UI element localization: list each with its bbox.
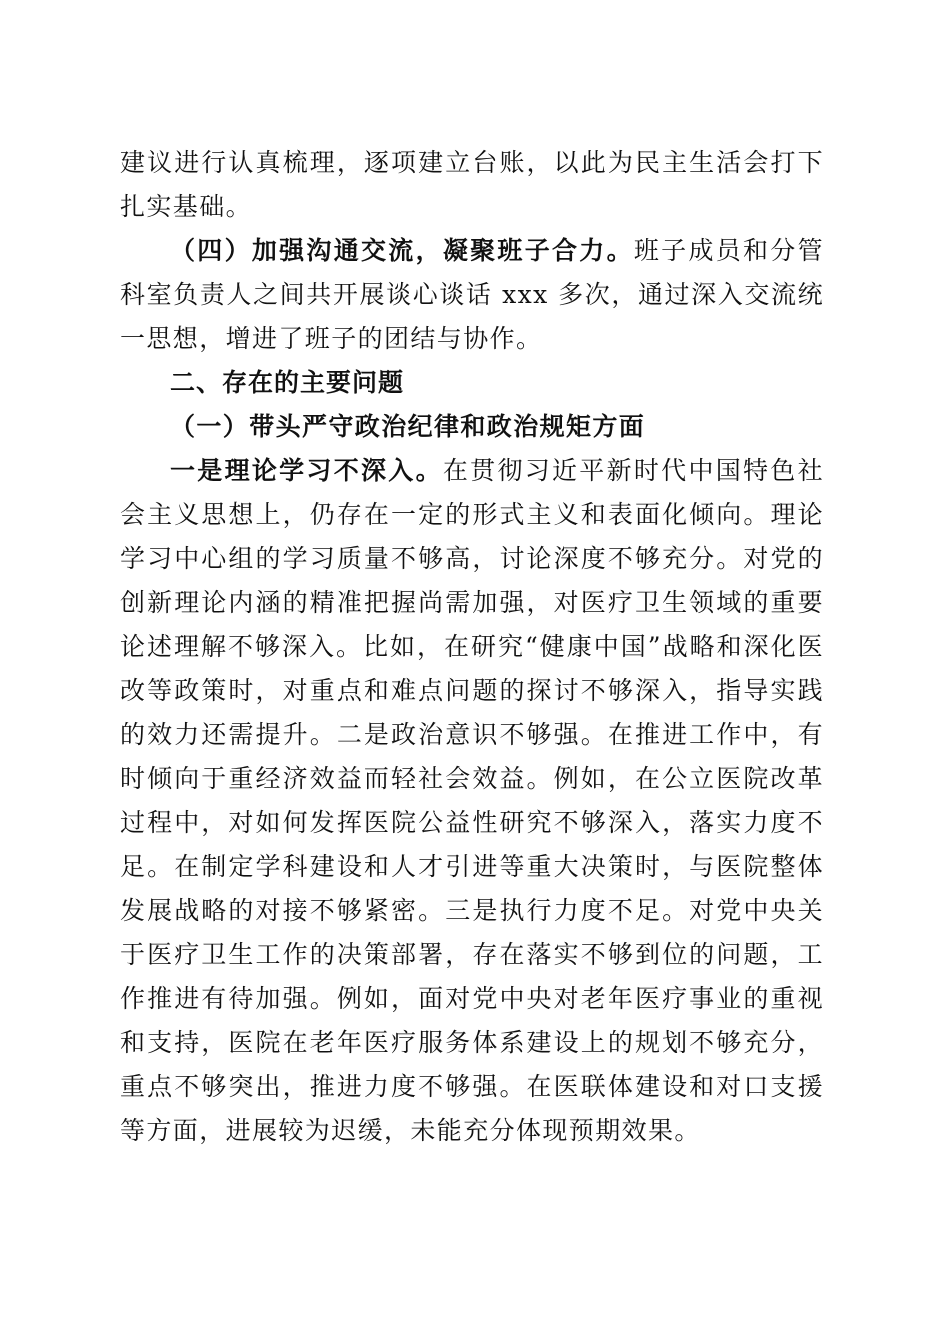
sub-heading: （一）带头严守政治纪律和政治规矩方面 — [170, 412, 646, 441]
paragraph-text: 班子成员和分管科室负责人之间共开展谈心谈话 xxx 多次，通过深入交流统一思想，增进了班子的团结与协作。 — [120, 236, 824, 353]
paragraph-continuation: 建议进行认真梳理，逐项建立台账，以此为民主生活会打下扎实基础。 — [120, 148, 824, 221]
paragraph-problems — [120, 449, 824, 1153]
paragraph-lead: 一是理论学习不深入。 — [170, 456, 443, 485]
section-heading: 二、存在的主要问题 — [170, 368, 405, 397]
document-body — [120, 141, 824, 1153]
paragraph-communication — [120, 229, 824, 361]
paragraph-text: 在贯彻习近平新时代中国特色社会主义思想上，仍存在一定的形式主义和表面化倾向。理论学习中心组的学习质量不够高，讨论深度不够充分。对党的创新理论内涵的精准把握尚需加强，对医疗卫生领域的重要论述理解不够深入。比如，在研究“健康中国”战略和深化医改等政策时，对重点和难点问题的探讨不够深入，指导实践的效力还需提升。二是政治意识不够强。在推进工作中，有时倾向于重经济效益而轻社会效益。例如，在公立医院改革过程中，对如何发挥医院公益性研究不够深入，落实力度不足。在制定学科建设和人才引进等重大决策时，与医院整体发展战略的对接不够紧密。三是执行力度不足。对党中央关于医疗卫生工作的决策部署，存在落实不够到位的问题，工作推进有待加强。例如，面对党中央对老年医疗事业的重视和支持，医院在老年医疗服务体系建设上的规划不够充分，重点不够突出，推进力度不够强。在医联体建设和对口支援等方面，进展较为迟缓，未能充分体现预期效果。 — [120, 456, 824, 1145]
paragraph-lead: （四）加强沟通交流，凝聚班子合力。 — [170, 236, 634, 265]
